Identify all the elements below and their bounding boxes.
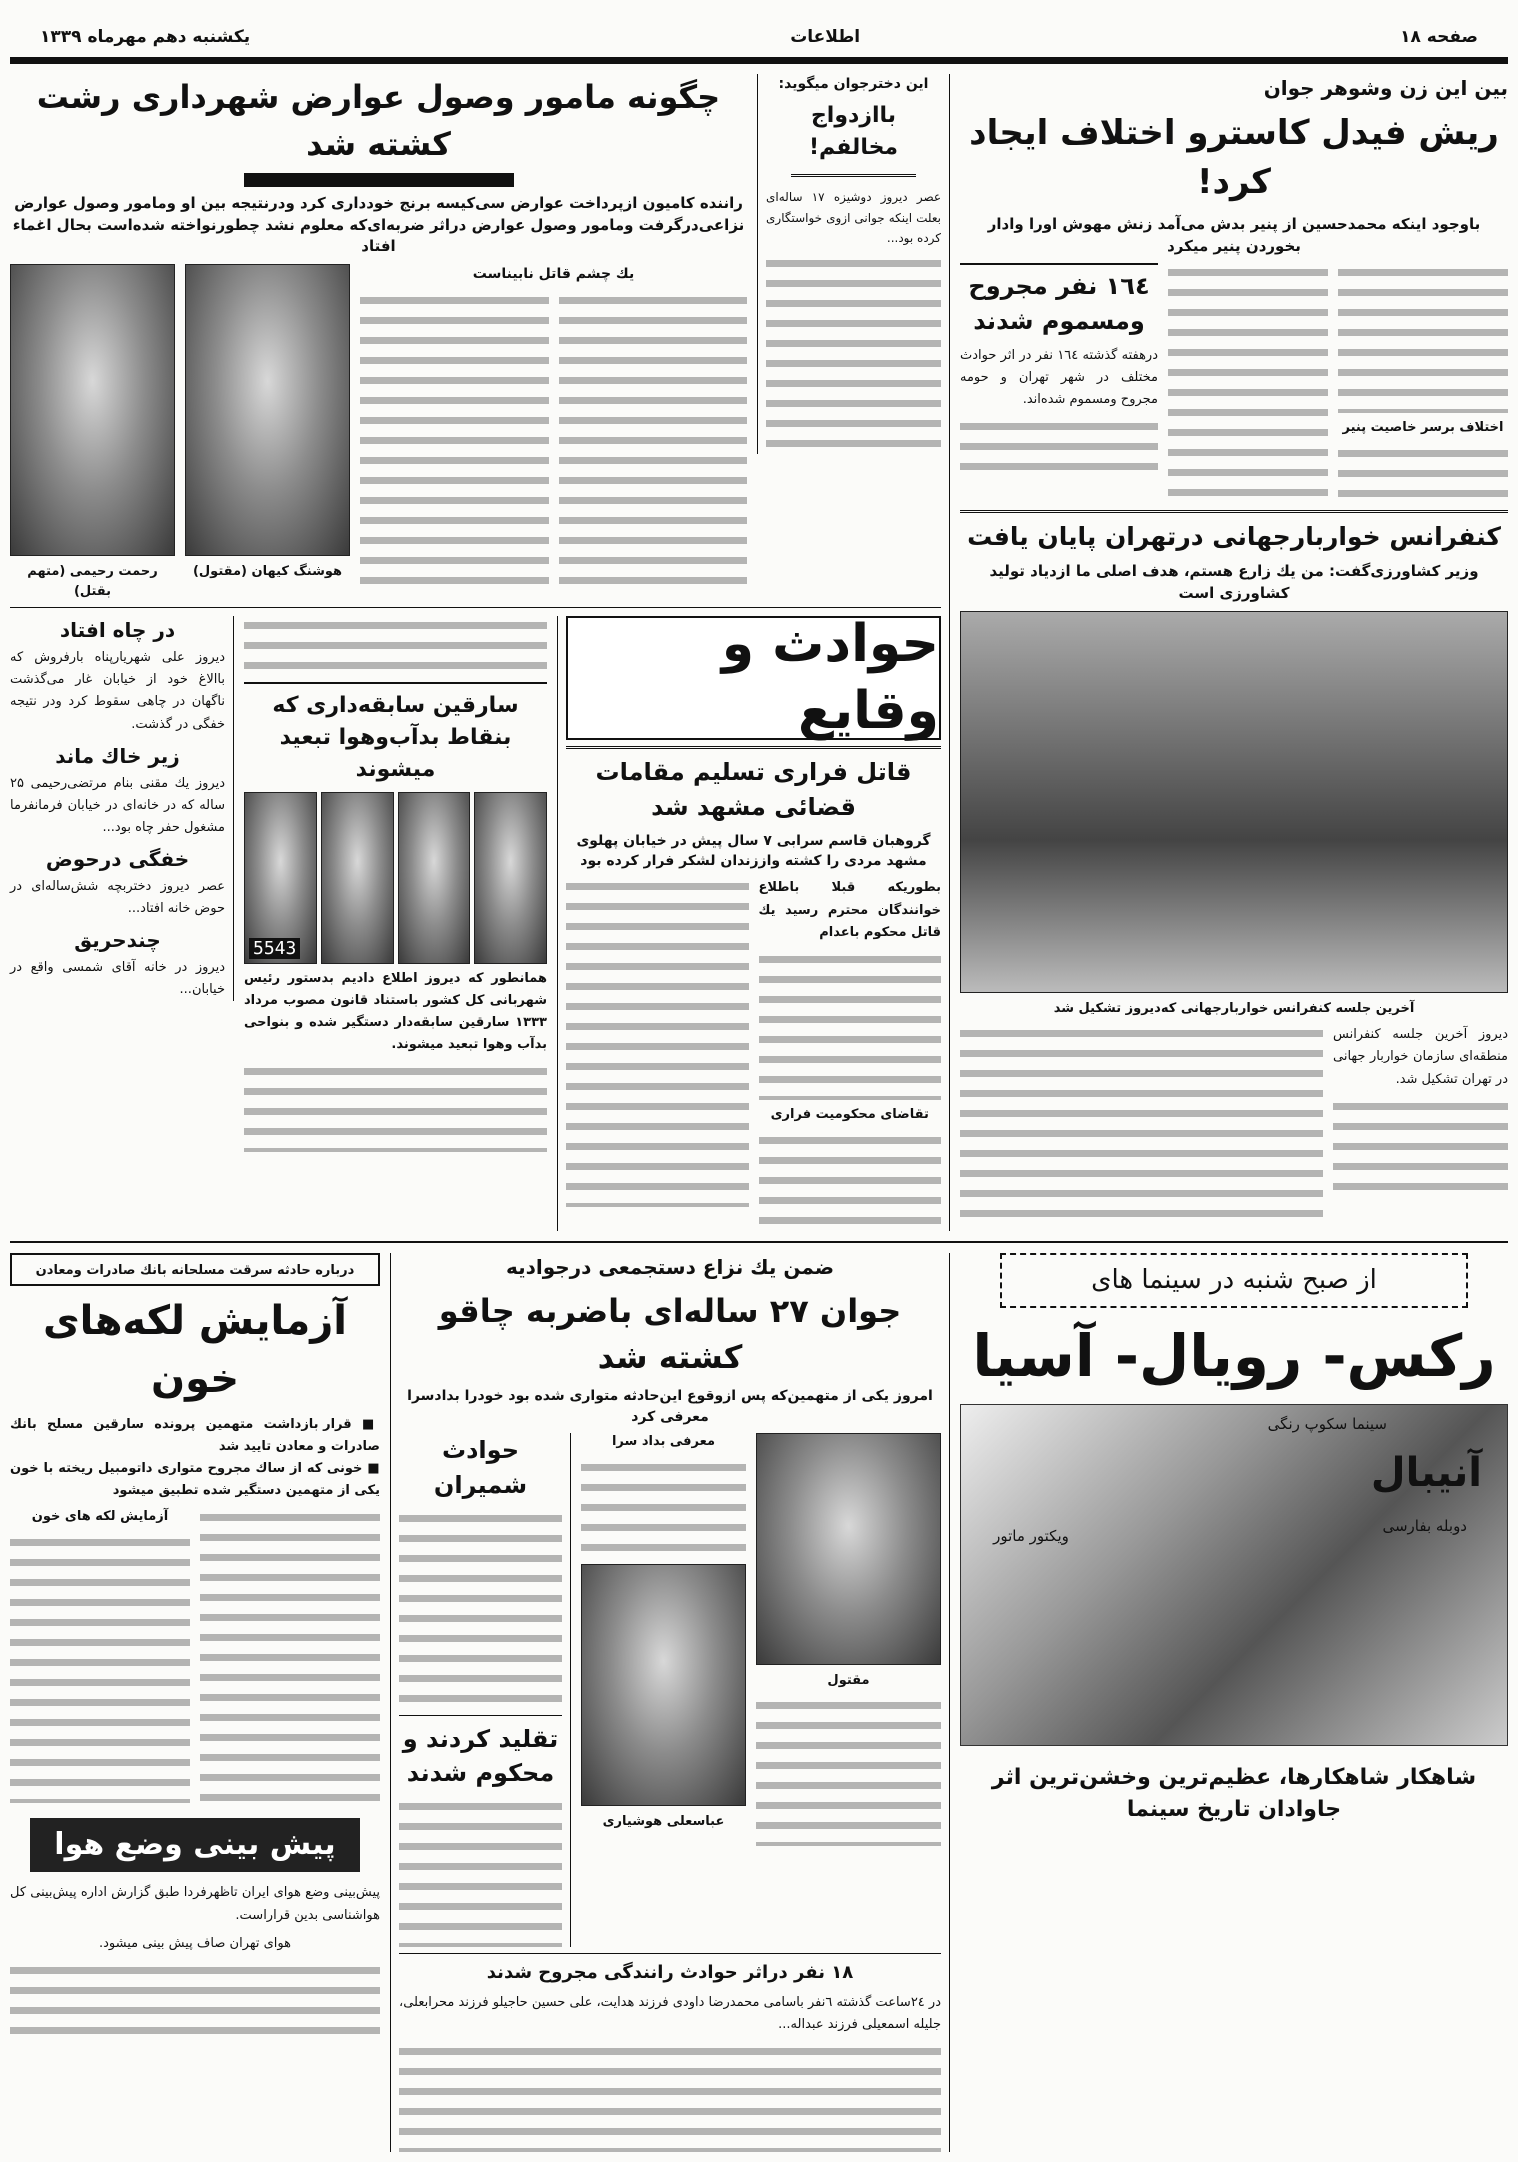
bank-headline: آزمایش لکه‌های خون xyxy=(43,1298,347,1403)
mugshot xyxy=(321,792,394,964)
caption-suspect: رحمت رحیمی (متهم بقتل) xyxy=(27,564,158,599)
mugshot xyxy=(474,792,547,964)
weather-lead: پیش‌بینی وضع هوای ایران تاظهرفردا طبق گزارش اداره پیش‌بینی کل هواشناسی بدین قراراست. xyxy=(10,1885,380,1923)
rule xyxy=(399,1715,562,1716)
thieves-story xyxy=(244,616,547,1152)
javadieh-headline: جوان ۲۷ ساله‌ای باضربه چاقو کشته شد xyxy=(438,1291,902,1376)
thieves-lead: همانطور که دیروز اطلاع دادیم بدستور رئیس شهربانی کل کشور باستناد قانون مصوب مرداد ۱۳۳۳ سارقین سابقه‌دار دستگیر شده و بنواحی بدآب وهوا تبعید میشوند. xyxy=(244,970,547,1053)
injured-headline: ۱٦٤ نفر مجروح ومسموم شدند xyxy=(968,272,1150,336)
caption-hoshyari: عباسعلی هوشیاری xyxy=(602,1813,725,1829)
conference-body-row xyxy=(960,1024,1508,1224)
row-a xyxy=(10,74,941,601)
castro-headline: ریش فیدل کاسترو اختلاف ایجاد کرد! xyxy=(969,113,1499,203)
conference-body xyxy=(960,1024,1323,1224)
mashhad-body-row xyxy=(566,877,941,1230)
ornament xyxy=(566,746,941,749)
shemiran-headline: حوادث شمیران xyxy=(433,1435,528,1499)
conference-photo xyxy=(960,611,1508,993)
rasht-body-col xyxy=(360,291,549,591)
brief-item xyxy=(10,616,225,735)
rasht-body-col xyxy=(559,291,748,591)
girl-headline: باازدواج مخالفم! xyxy=(808,103,899,161)
conference-caption: آخرین جلسه کنفرانس خواربارجهانی که‌دیروز تشکیل شد xyxy=(1053,1000,1415,1016)
bullet-text: خونی که از ساك مجروح متواری داتومبیل ریخته با خون یکی از متهمین دستگیر شده تطبیق میشود xyxy=(10,1461,380,1499)
conference-lead: دیروز آخرین جلسه کنفرانس منطقه‌ای سازمان خواربار جهانی در تهران تشکیل شد. xyxy=(1333,1027,1508,1087)
rasht-body-cols xyxy=(360,291,747,591)
brief-text: دیروز علی شهریارپناه بارفروش که باالاغ خود از خیابان غار می‌گذشت ناگهان در چاهی سقوط کرد ودر نتیجه خفگی در گذشت. xyxy=(10,650,225,732)
mashhad-col xyxy=(759,877,942,1230)
mashhad-body xyxy=(759,1131,942,1231)
rasht-headline: چگونه مامور وصول عوارض شهرداری رشت کشته شد xyxy=(36,78,721,163)
bank-bullets xyxy=(10,1414,380,1502)
header-rule xyxy=(10,57,1508,64)
weather-banner xyxy=(30,1818,360,1872)
section-masthead xyxy=(566,613,941,742)
brief-item xyxy=(10,845,225,920)
castro-body-row xyxy=(960,263,1508,504)
shemiran-body xyxy=(399,1509,562,1709)
photo-victim xyxy=(185,264,350,556)
caption-victim-javadieh: مقتول xyxy=(827,1672,870,1688)
suspect-photo-block xyxy=(10,264,175,601)
imitate-headline: تقلید کردند و محکوم شدند xyxy=(402,1724,559,1788)
hoshyari-column xyxy=(581,1433,746,1831)
ornament xyxy=(791,174,916,177)
girl-body xyxy=(766,254,941,454)
issue-date: یکشنبه دهم مهرماه ۱۳۳۹ xyxy=(40,27,251,47)
brief-title: زیر خاك ماند xyxy=(55,743,180,768)
photo-suspect xyxy=(10,264,175,556)
mugshot xyxy=(398,792,471,964)
rasht-story xyxy=(10,74,747,601)
traffic-headline: ۱۸ نفر دراثر حوادث رانندگی مجروح شدند xyxy=(486,1962,854,1984)
javadieh-body-row xyxy=(399,1433,941,1947)
photo-victim-javadieh xyxy=(756,1433,941,1665)
bank-story xyxy=(10,1253,380,2041)
mashhad-body xyxy=(759,950,942,1100)
left-part xyxy=(10,74,950,1230)
bank-body xyxy=(10,1533,190,1803)
row-b xyxy=(10,607,941,1230)
mugshots-strip xyxy=(244,792,547,962)
cinema-top-box xyxy=(1000,1253,1468,1308)
javadieh-story xyxy=(390,1253,950,2153)
brief-text: دیروز یك مقنی بنام مرتضی‌رحیمی ۲۵ ساله که در خانه‌ای در خیابان فرمانفرما مشغول حفر چاه بود... xyxy=(10,775,225,835)
injured-lead: درهفته گذشته ۱٦٤ نفر در اثر حوادث مختلف در شهر تهران و حومه مجروح ومسموم شده‌اند. xyxy=(960,347,1158,408)
film-title: آنیبال xyxy=(1370,1449,1482,1496)
bank-bullet: ■ خونی که از ساك مجروح متواری داتومبیل ریخته با خون یکی از متهمین دستگیر شده تطبیق میشود xyxy=(10,1461,380,1499)
mashhad-lead: بطوریکه قبلا باطلاع خوانندگان محترم رسید یك قاتل محکوم باعدام xyxy=(758,880,941,940)
brief-title: در چاه افتاد xyxy=(59,618,176,643)
cinema-top: از صبح شنبه در سینما های xyxy=(1091,1264,1377,1295)
mugshot-plate: 5543 xyxy=(249,938,300,959)
masthead-title: حوادث و وقایع xyxy=(721,613,939,742)
weather-tehran: هوای تهران صاف پیش بینی میشود. xyxy=(99,1935,291,1951)
film-poster xyxy=(960,1404,1508,1746)
briefs-column xyxy=(10,616,234,1001)
imitate-body xyxy=(399,1797,562,1947)
conference-subhead: وزیر کشاورزی‌گفت: من یك زارع هستم، هدف اصلی ما ازدیاد تولید کشاورزی است xyxy=(989,562,1479,603)
black-bar xyxy=(244,173,514,187)
traffic-lead: در ۲٤ساعت گذشته ٦نفر باسامی محمدرضا داودی فرزند هدایت، علی حسین حاجیلو فرزند محرابعلی، جلیله اسمعیلی فرزند عبداله... xyxy=(399,1995,941,2033)
mashhad-body xyxy=(566,877,749,1207)
conference-col xyxy=(1333,1024,1508,1196)
poster-dub: دوبله بفارسی xyxy=(1382,1516,1467,1535)
conference-body xyxy=(1333,1097,1508,1197)
cinema-names: رکس- رویال- آسیا xyxy=(972,1321,1496,1390)
rasht-section-head: یك چشم قاتل نابیناست xyxy=(472,266,635,283)
mashhad-headline: قاتل فراری تسلیم مقامات قضائی مشهد شد xyxy=(595,758,912,822)
victim-photo-block xyxy=(185,264,350,582)
girl-story xyxy=(757,74,941,454)
thieves-body xyxy=(244,1062,547,1152)
injured-body xyxy=(960,417,1158,477)
rasht-body-continued xyxy=(244,616,547,676)
paper-name: اطلاعات xyxy=(790,27,861,47)
photo-hoshyari xyxy=(581,1564,746,1806)
javadieh-section-head: معرفی بداد سرا xyxy=(611,1433,716,1449)
brief-title: خفگی درحوض xyxy=(45,846,190,871)
castro-body-col xyxy=(1338,444,1508,504)
mugshot xyxy=(244,792,317,964)
rasht-text-col xyxy=(360,264,747,590)
poster-format: سینما سکوپ رنگی xyxy=(1267,1414,1387,1433)
rule xyxy=(399,1953,941,1954)
right-column xyxy=(960,74,1508,1224)
injured-box xyxy=(960,263,1158,477)
rasht-subhead: راننده کامیون ازپرداخت عوارض سی‌کیسه برنج خودداری کرد ودرنتیجه بین او ومامور وصول عوارض نزاعی‌درگرفت ومامور وصول عوارض دراثر ضربه‌ای‌که معلوم نشد چطورنواخته شده‌است بحال اغماء افتاد xyxy=(12,193,745,256)
rule xyxy=(244,682,547,684)
cinema-ad xyxy=(960,1253,1508,1836)
castro-body-col xyxy=(1338,263,1508,413)
rasht-body-row xyxy=(10,264,747,601)
victim2-column xyxy=(756,1433,941,1847)
top-band xyxy=(10,74,1508,1230)
brief-title: چندحریق xyxy=(74,928,161,953)
castro-col xyxy=(1338,263,1508,504)
bank-col xyxy=(10,1508,190,1803)
javadieh-body xyxy=(581,1458,746,1558)
brief-text: عصر دیروز دختربچه شش‌ساله‌ای در حوض خانه افتاد... xyxy=(10,878,225,916)
weather-title: پیش بینی وضع هوا xyxy=(54,1827,336,1863)
castro-section-head: اختلاف برسر خاصیت پنیر xyxy=(1342,420,1504,436)
poster-actor: ویکتور ماتور xyxy=(993,1526,1069,1545)
brief-item xyxy=(10,926,225,1001)
weather-body xyxy=(10,1961,380,2041)
mashhad-story xyxy=(557,613,941,1230)
girl-lead: عصر دیروز دوشیزه ۱۷ ساله‌ای بعلت اینکه جوانی ازوی خواستگاری کرده بود... xyxy=(766,190,942,246)
castro-kicker: بین این زن وشوهر جوان xyxy=(1263,76,1508,101)
girl-kicker: این دخترجوان میگوید: xyxy=(778,76,929,93)
mashhad-subhead: گروهبان قاسم سرابی ۷ سال پیش در خیابان پهلوی مشهد مردی را کشته واززندان لشکر فرار کرده بود xyxy=(576,832,931,870)
ornament xyxy=(960,510,1508,513)
castro-subhead: باوجود اینکه محمدحسین از پنیر بدش می‌آمد زنش مهوش اورا وادار بخوردن پنیر میکرد xyxy=(987,214,1481,255)
section-rule xyxy=(10,1241,1508,1243)
cinema-tagline: شاهکار شاهکارها، عظیم‌ترین وخشن‌ترین اثر جاوادان تاریخ سینما xyxy=(991,1764,1477,1822)
javadieh-kicker: ضمن یك نزاع دستجمعی درجوادیه xyxy=(505,1254,835,1279)
bank-body-row xyxy=(10,1508,380,1808)
page-header xyxy=(10,24,1508,51)
bottom-band xyxy=(10,1253,1508,2153)
javadieh-body xyxy=(756,1696,941,1846)
bullet-text: قرار بازداشت متهمین پرونده سارقین مسلح بانك صادرات و معادن تایید شد xyxy=(10,1417,380,1455)
traffic-body xyxy=(399,2042,941,2152)
brief-text: دیروز در خانه آقای شمسی واقع در خیابان... xyxy=(10,960,225,998)
javadieh-subhead: امروز یکی از متهمین‌که پس ازوقوع این‌حادثه متواری شده بود خودرا بدادسرا معرفی کرد xyxy=(407,1388,933,1425)
shemiran-column xyxy=(399,1433,571,1947)
conference-headline: کنفرانس خواربارجهانی درتهران پایان یافت xyxy=(967,522,1501,552)
bank-label: درباره حادثه سرقت مسلحانه بانك صادرات ومعادن xyxy=(35,1262,355,1278)
brief-item xyxy=(10,742,225,839)
bank-section-head: آزمایش لکه های خون xyxy=(31,1509,169,1525)
castro-body-col xyxy=(1168,263,1328,503)
bank-body xyxy=(200,1508,380,1808)
page-number: صفحه ۱۸ xyxy=(1400,27,1478,47)
thieves-headline: سارقین سابقه‌داری که بنقاط بدآب‌وهوا تبعید میشوند xyxy=(272,693,519,782)
mashhad-section-head: تقاضای محکومیت فراری xyxy=(770,1106,929,1122)
bank-label-box xyxy=(10,1253,380,1287)
bank-bullet: ■ قرار بازداشت متهمین پرونده سارقین مسلح بانك صادرات و معادن تایید شد xyxy=(10,1417,380,1455)
caption-victim: هوشنگ کیهان (مقتول) xyxy=(192,564,343,580)
